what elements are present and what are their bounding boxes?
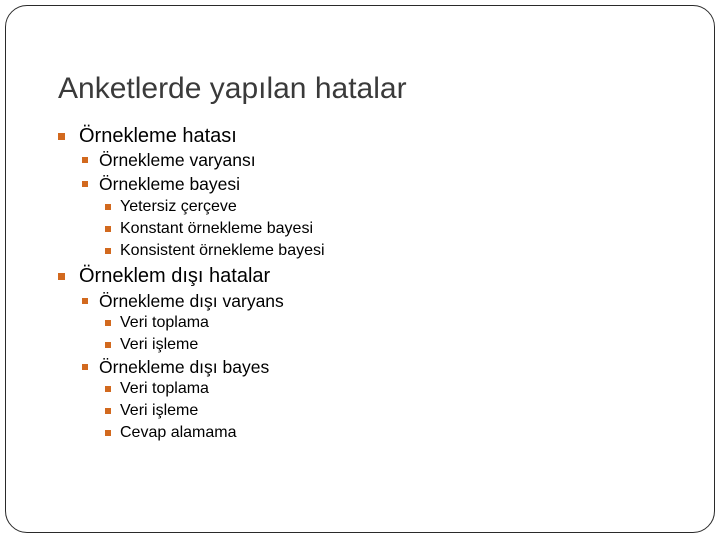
- square-bullet-icon: [105, 342, 111, 348]
- square-bullet-icon: [105, 408, 111, 414]
- list-item: [105, 335, 198, 355]
- list-item: [105, 219, 313, 239]
- list-item-label: Veri toplama: [120, 314, 209, 331]
- square-bullet-icon: [105, 248, 111, 254]
- list-item: [82, 149, 256, 171]
- list-item-label: Örnekleme dışı varyans: [99, 291, 284, 311]
- list-item: [105, 313, 209, 333]
- list-item-label: Yetersiz çerçeve: [120, 198, 237, 215]
- square-bullet-icon: [105, 430, 111, 436]
- square-bullet-icon: [82, 364, 88, 370]
- list-item: [82, 356, 269, 378]
- list-item: [105, 241, 325, 261]
- list-item-label: Konstant örnekleme bayesi: [120, 220, 313, 237]
- list-item: [82, 290, 284, 312]
- list-item: [82, 173, 240, 195]
- list-item: [105, 401, 198, 421]
- square-bullet-icon: [105, 320, 111, 326]
- square-bullet-icon: [82, 298, 88, 304]
- square-bullet-icon: [58, 273, 65, 280]
- list-item: [105, 197, 237, 217]
- list-item-label: Veri işleme: [120, 402, 199, 419]
- square-bullet-icon: [105, 226, 111, 232]
- square-bullet-icon: [58, 133, 65, 140]
- list-item: [105, 423, 237, 443]
- list-item-label: Örnekleme dışı bayes: [99, 357, 270, 377]
- list-item-label: Örnekleme hatası: [79, 125, 237, 147]
- list-item: [58, 264, 270, 288]
- list-item-label: Örnekleme bayesi: [99, 174, 241, 194]
- slide-title: Anketlerde yapılan hatalar: [58, 72, 407, 105]
- list-item-label: Veri toplama: [120, 380, 209, 397]
- square-bullet-icon: [105, 204, 111, 210]
- list-item-label: Örnekleme varyansı: [99, 150, 256, 170]
- list-item: [105, 379, 209, 399]
- list-item-label: Konsistent örnekleme bayesi: [120, 242, 325, 259]
- square-bullet-icon: [82, 157, 88, 163]
- square-bullet-icon: [82, 181, 88, 187]
- list-item-label: Veri işleme: [120, 336, 199, 353]
- list-item-label: Cevap alamama: [120, 424, 237, 441]
- list-item: [58, 124, 237, 148]
- square-bullet-icon: [105, 386, 111, 392]
- list-item-label: Örneklem dışı hatalar: [79, 265, 271, 287]
